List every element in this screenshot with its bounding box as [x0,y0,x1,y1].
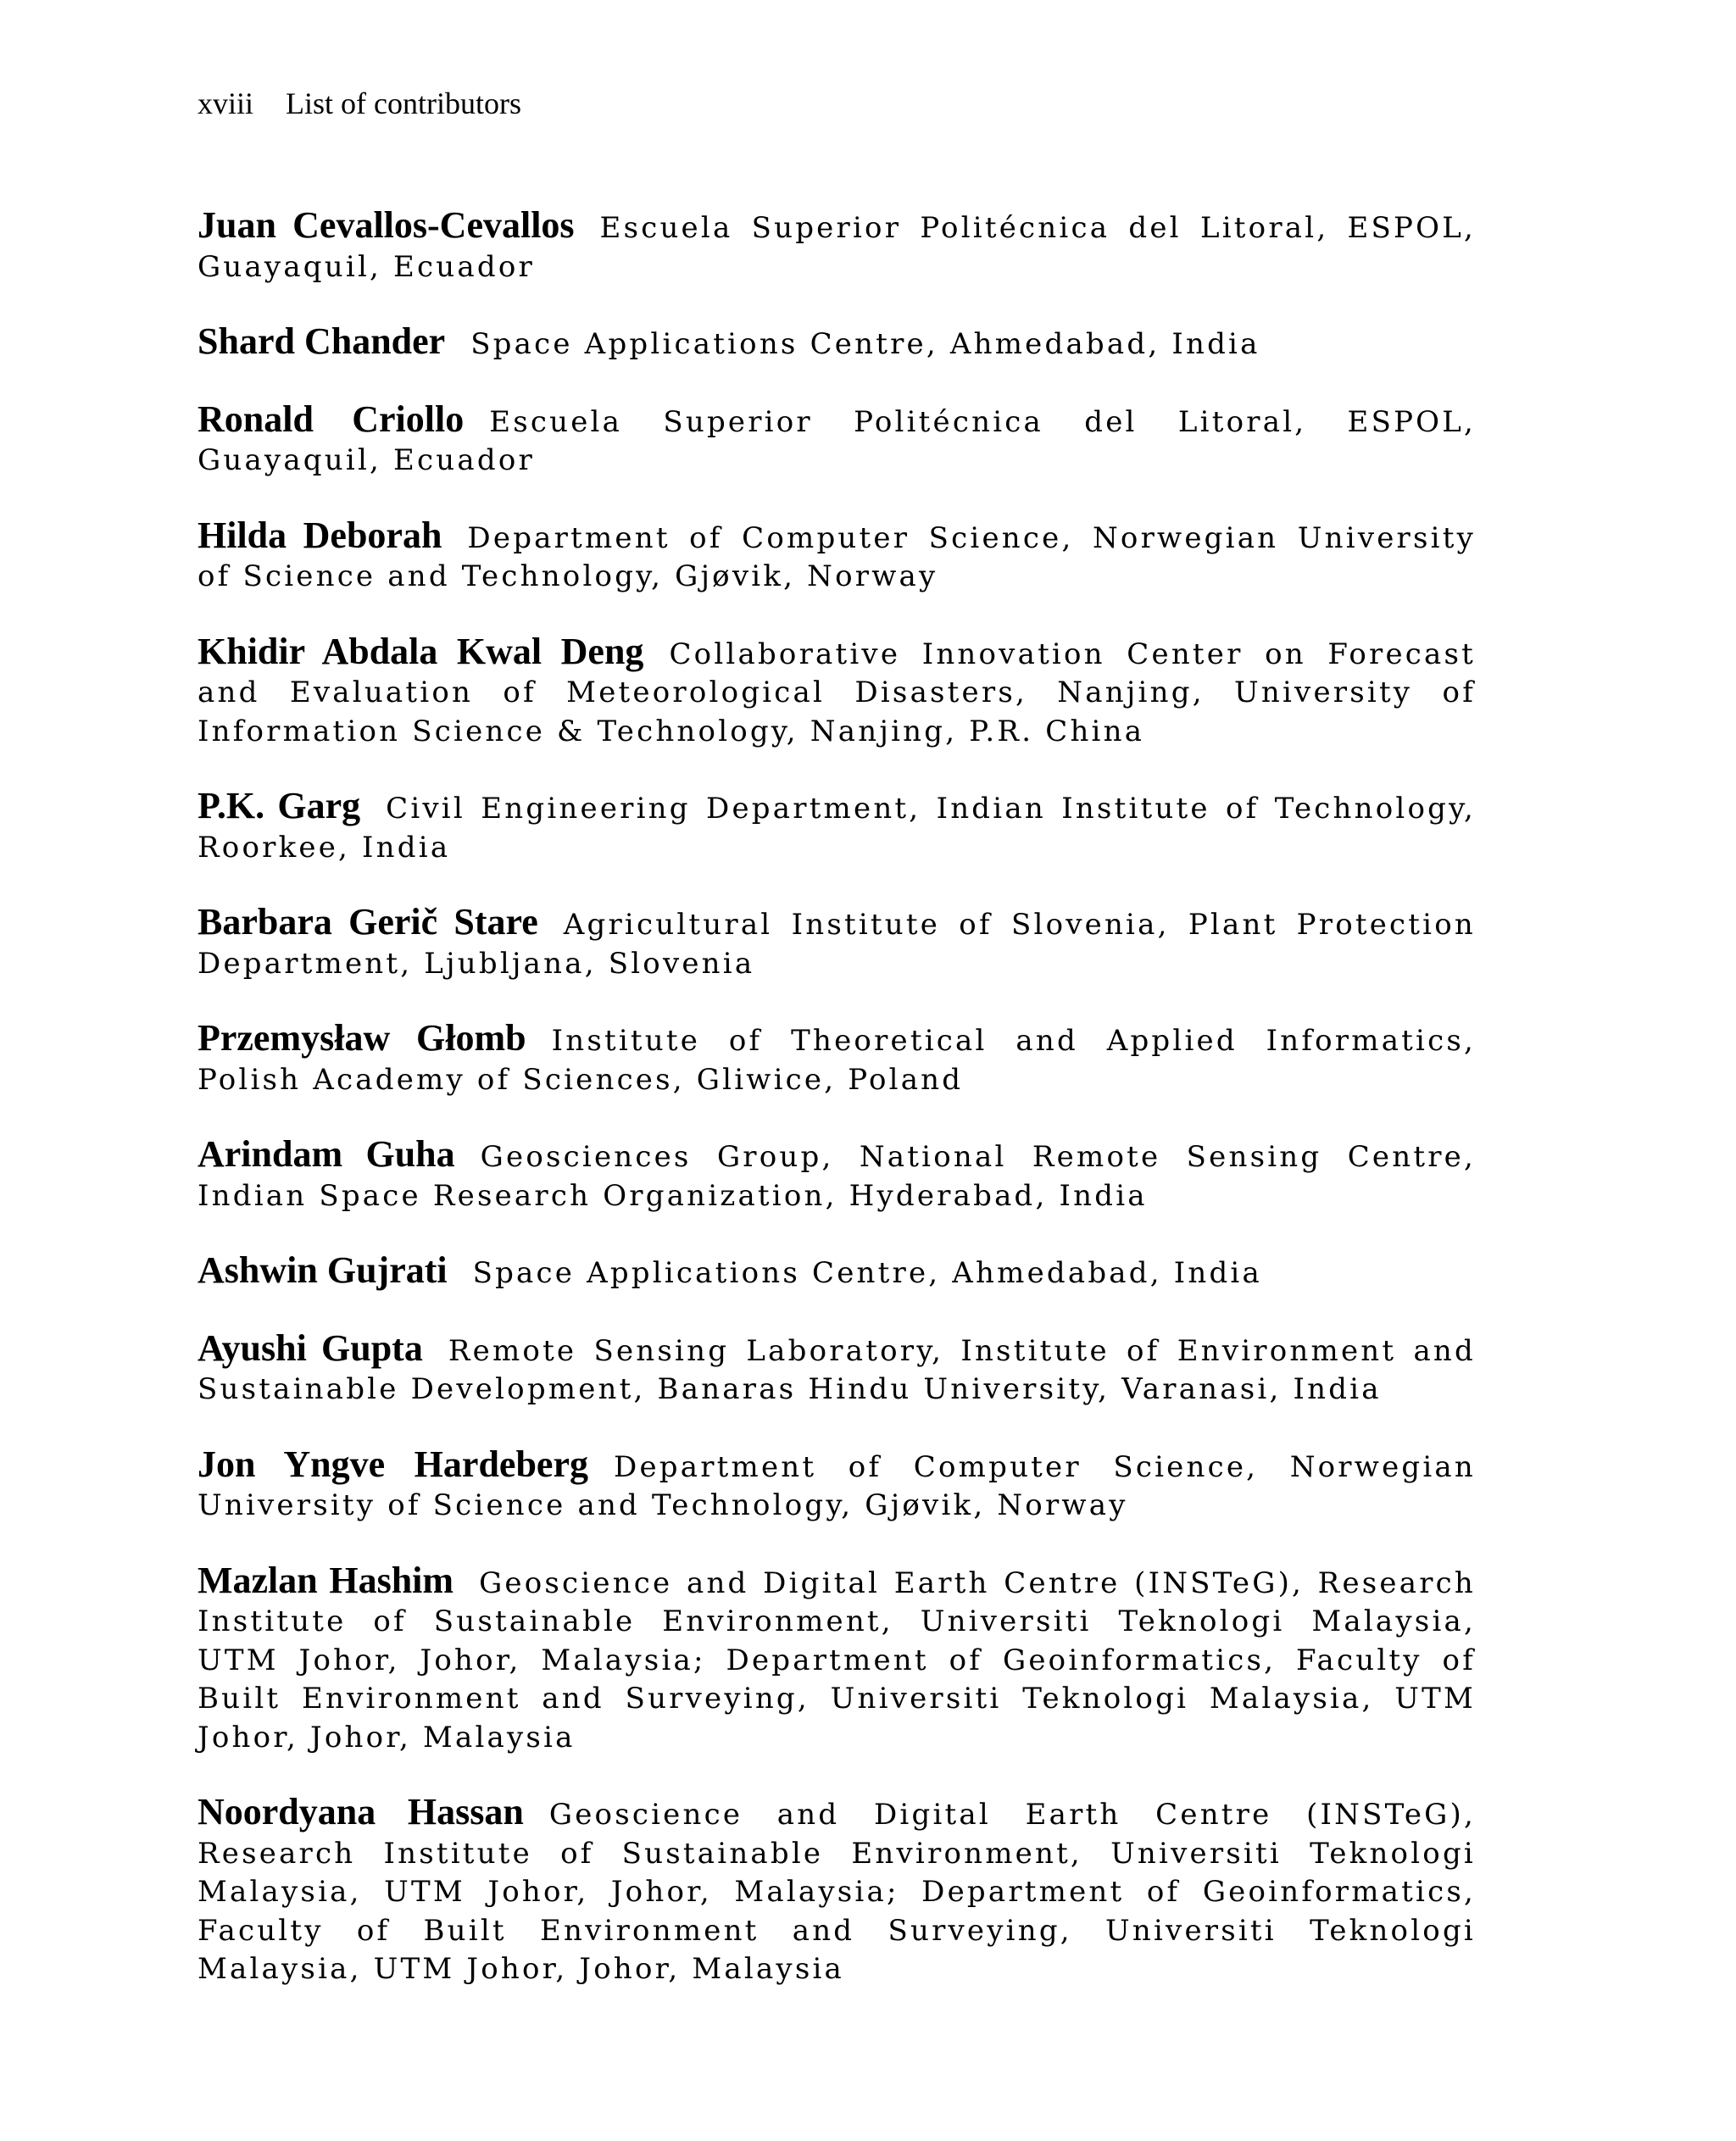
contributor-entry [198,1561,1476,1758]
contributor-entry [198,1326,1476,1410]
contributor-name: Ashwin Gujrati [198,1249,448,1291]
contributor-entry [198,1251,1476,1293]
contributor-name: Przemysław Głomb [198,1017,526,1059]
running-header [198,85,521,122]
contributor-affiliation: Civil Engineering Department, Indian Institute of Technology, Roorkee, India [198,792,1476,865]
contributor-name: Hilda Deborah [198,514,442,556]
contributor-name: Ayushi Gupta [198,1326,423,1369]
contributor-affiliation: Agricultural Institute of Slovenia, Plant Protection Department, Ljubljana, Slovenia [198,908,1476,981]
contributor-name: Arindam Guha [198,1133,455,1175]
contributor-affiliation: Geoscience and Digital Earth Centre (INSTeG), Research Institute of Sustainable Environment, Universiti Teknologi Malaysia, UTM Johor, Johor, Malaysia; Department of Geoinformatics, Faculty of Built Environment and Surveying, Universiti Teknologi Malaysia, UTM Johor, Johor, Malaysia [198,1798,1477,1986]
contributor-affiliation: Geosciences Group, National Remote Sensing Centre, Indian Space Research Organization, Hyderabad, India [198,1140,1476,1213]
contributor-entry [198,516,1476,597]
contributor-affiliation: Space Applications Centre, Ahmedabad, India [472,1256,1262,1290]
contributor-entry [198,322,1476,364]
contributor-entry [198,400,1476,481]
page-number: xviii [198,86,254,120]
contributor-entry [198,206,1476,286]
contributor-name: Noordyana Hassan [198,1791,524,1832]
contributor-entry [198,1019,1476,1099]
contributor-affiliation: Remote Sensing Laboratory, Institute of Environment and Sustainable Development, Banaras Hindu University, Varanasi, India [198,1333,1476,1406]
contributor-name: Khidir Abdala Kwal Deng [198,630,644,672]
contributor-entry [198,903,1476,983]
contributor-entry [198,1135,1476,1215]
contributor-list [198,206,1476,2025]
contributor-name: Ronald Criollo [198,398,465,440]
contributor-name: Jon Yngve Hardeberg [198,1443,588,1485]
contributor-affiliation: Escuela Superior Politécnica del Litoral, ESPOL, Guayaquil, Ecuador [198,211,1476,284]
contributor-affiliation: Collaborative Innovation Center on Forecast and Evaluation of Meteorological Disasters, Nanjing, University of Information Science & Technology, Nanjing, P.R. China [198,637,1476,748]
contributor-name: Barbara Gerič Stare [198,901,538,943]
contributor-name: Mazlan Hashim [198,1559,454,1601]
contributor-name: P.K. Garg [198,785,361,826]
contributor-affiliation: Space Applications Centre, Ahmedabad, India [470,327,1260,361]
contributor-entry [198,1445,1476,1526]
contributor-affiliation: Escuela Superior Politécnica del Litoral, ESPOL, Guayaquil, Ecuador [198,404,1477,477]
contributor-affiliation: Institute of Theoretical and Applied Informatics, Polish Academy of Sciences, Gliwice, Poland [198,1024,1476,1097]
contributor-name: Juan Cevallos-Cevallos [198,204,575,246]
contributor-affiliation: Department of Computer Science, Norwegian University of Science and Technology, Gjøvik, Norway [198,520,1476,593]
contributor-entry [198,787,1476,867]
running-title: List of contributors [286,86,521,120]
contributor-entry [198,1793,1476,1989]
contributor-affiliation: Department of Computer Science, Norwegian University of Science and Technology, Gjøvik, Norway [198,1449,1476,1522]
contributor-name: Shard Chander [198,320,446,362]
contributor-entry [198,632,1476,752]
contributor-affiliation: Geoscience and Digital Earth Centre (INSTeG), Research Institute of Sustainable Environment, Universiti Teknologi Malaysia, UTM Johor, Johor, Malaysia; Department of Geoinformatics, Faculty of Built Environment and Surveying, Universiti Teknologi Malaysia, UTM Johor, Johor, Malaysia [198,1565,1477,1755]
